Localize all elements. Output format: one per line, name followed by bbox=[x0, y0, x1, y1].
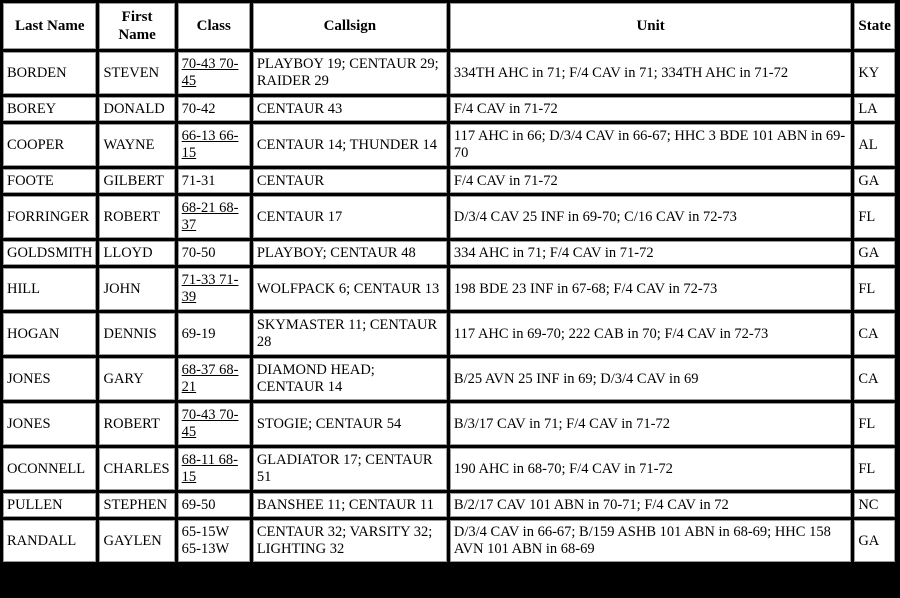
class-cell bbox=[178, 124, 250, 166]
last-name-cell: FORRINGER bbox=[3, 196, 96, 238]
class-cell bbox=[178, 358, 250, 400]
last-name-cell: BORDEN bbox=[3, 52, 96, 94]
class-cell: 70-50 bbox=[178, 241, 250, 265]
state-cell: FL bbox=[854, 448, 895, 490]
unit-cell: B/2/17 CAV 101 ABN in 70-71; F/4 CAV in 72 bbox=[450, 493, 851, 517]
last-name-cell: HILL bbox=[3, 268, 96, 310]
callsign-cell: PLAYBOY 19; CENTAUR 29; RAIDER 29 bbox=[253, 52, 447, 94]
header-row bbox=[3, 3, 895, 49]
class-link[interactable]: 68-21 68-37 bbox=[181, 200, 239, 233]
class-link[interactable]: 68-37 68-21 bbox=[181, 362, 239, 395]
callsign-cell: CENTAUR 17 bbox=[253, 196, 447, 238]
state-cell: LA bbox=[854, 97, 895, 121]
unit-cell: B/3/17 CAV in 71; F/4 CAV in 71-72 bbox=[450, 403, 851, 445]
unit-cell: D/3/4 CAV 25 INF in 69-70; C/16 CAV in 72-73 bbox=[450, 196, 851, 238]
unit-cell: 334TH AHC in 71; F/4 CAV in 71; 334TH AHC in 71-72 bbox=[450, 52, 851, 94]
first-name-cell: ROBERT bbox=[99, 403, 174, 445]
table-row bbox=[3, 124, 895, 166]
last-name-cell: BOREY bbox=[3, 97, 96, 121]
last-name-cell: FOOTE bbox=[3, 169, 96, 193]
table-row bbox=[3, 448, 895, 490]
unit-cell: 334 AHC in 71; F/4 CAV in 71-72 bbox=[450, 241, 851, 265]
class-cell bbox=[178, 196, 250, 238]
state-cell: FL bbox=[854, 403, 895, 445]
class-cell: 69-19 bbox=[178, 313, 250, 355]
unit-cell: 117 AHC in 69-70; 222 CAB in 70; F/4 CAV in 72-73 bbox=[450, 313, 851, 355]
table-row bbox=[3, 403, 895, 445]
table-row bbox=[3, 97, 895, 121]
first-name-cell: LLOYD bbox=[99, 241, 174, 265]
first-name-cell: DENNIS bbox=[99, 313, 174, 355]
table-row bbox=[3, 196, 895, 238]
last-name-header: Last Name bbox=[3, 3, 96, 49]
callsign-cell: DIAMOND HEAD; CENTAUR 14 bbox=[253, 358, 447, 400]
callsign-cell: CENTAUR bbox=[253, 169, 447, 193]
class-cell: 70-42 bbox=[178, 97, 250, 121]
first-name-header: First Name bbox=[99, 3, 174, 49]
table-row bbox=[3, 358, 895, 400]
class-cell: 65-15W 65-13W bbox=[178, 520, 250, 562]
first-name-cell: GILBERT bbox=[99, 169, 174, 193]
state-cell: FL bbox=[854, 196, 895, 238]
callsign-cell: SKYMASTER 11; CENTAUR 28 bbox=[253, 313, 447, 355]
state-cell: CA bbox=[854, 313, 895, 355]
last-name-cell: GOLDSMITH bbox=[3, 241, 96, 265]
state-cell: GA bbox=[854, 520, 895, 562]
first-name-cell: WAYNE bbox=[99, 124, 174, 166]
unit-cell: 117 AHC in 66; D/3/4 CAV in 66-67; HHC 3 BDE 101 ABN in 69-70 bbox=[450, 124, 851, 166]
table-row bbox=[3, 241, 895, 265]
state-cell: GA bbox=[854, 241, 895, 265]
callsign-cell: WOLFPACK 6; CENTAUR 13 bbox=[253, 268, 447, 310]
first-name-cell: ROBERT bbox=[99, 196, 174, 238]
class-cell: 71-31 bbox=[178, 169, 250, 193]
last-name-cell: PULLEN bbox=[3, 493, 96, 517]
table-row bbox=[3, 313, 895, 355]
unit-cell: 198 BDE 23 INF in 67-68; F/4 CAV in 72-73 bbox=[450, 268, 851, 310]
unit-cell: F/4 CAV in 71-72 bbox=[450, 169, 851, 193]
class-link[interactable]: 68-11 68-15 bbox=[181, 452, 238, 485]
table-row bbox=[3, 493, 895, 517]
callsign-cell: BANSHEE 11; CENTAUR 11 bbox=[253, 493, 447, 517]
class-cell bbox=[178, 448, 250, 490]
class-link[interactable]: 70-43 70-45 bbox=[181, 56, 239, 89]
class-cell: 69-50 bbox=[178, 493, 250, 517]
roster-body bbox=[3, 52, 895, 562]
class-link[interactable]: 70-43 70-45 bbox=[181, 407, 239, 440]
state-cell: FL bbox=[854, 268, 895, 310]
callsign-cell: CENTAUR 43 bbox=[253, 97, 447, 121]
state-cell: AL bbox=[854, 124, 895, 166]
last-name-cell: OCONNELL bbox=[3, 448, 96, 490]
unit-cell: 190 AHC in 68-70; F/4 CAV in 71-72 bbox=[450, 448, 851, 490]
first-name-cell: GARY bbox=[99, 358, 174, 400]
state-cell: CA bbox=[854, 358, 895, 400]
callsign-cell: GLADIATOR 17; CENTAUR 51 bbox=[253, 448, 447, 490]
callsign-cell: STOGIE; CENTAUR 54 bbox=[253, 403, 447, 445]
last-name-cell: HOGAN bbox=[3, 313, 96, 355]
last-name-cell: JONES bbox=[3, 403, 96, 445]
table-row bbox=[3, 52, 895, 94]
first-name-cell: CHARLES bbox=[99, 448, 174, 490]
first-name-cell: STEPHEN bbox=[99, 493, 174, 517]
state-header: State bbox=[854, 3, 895, 49]
table-row bbox=[3, 169, 895, 193]
callsign-cell: CENTAUR 32; VARSITY 32; LIGHTING 32 bbox=[253, 520, 447, 562]
class-link[interactable]: 71-33 71-39 bbox=[181, 272, 239, 305]
unit-cell: D/3/4 CAV in 66-67; B/159 ASHB 101 ABN in 68-69; HHC 158 AVN 101 ABN in 68-69 bbox=[450, 520, 851, 562]
state-cell: GA bbox=[854, 169, 895, 193]
state-cell: KY bbox=[854, 52, 895, 94]
class-cell bbox=[178, 268, 250, 310]
table-row bbox=[3, 268, 895, 310]
callsign-header: Callsign bbox=[253, 3, 447, 49]
class-cell bbox=[178, 403, 250, 445]
first-name-cell: GAYLEN bbox=[99, 520, 174, 562]
unit-cell: F/4 CAV in 71-72 bbox=[450, 97, 851, 121]
unit-header: Unit bbox=[450, 3, 851, 49]
first-name-cell: JOHN bbox=[99, 268, 174, 310]
class-cell bbox=[178, 52, 250, 94]
state-cell: NC bbox=[854, 493, 895, 517]
first-name-cell: DONALD bbox=[99, 97, 174, 121]
last-name-cell: RANDALL bbox=[3, 520, 96, 562]
class-link[interactable]: 66-13 66-15 bbox=[181, 128, 239, 161]
callsign-cell: CENTAUR 14; THUNDER 14 bbox=[253, 124, 447, 166]
table-row bbox=[3, 520, 895, 562]
class-header: Class bbox=[178, 3, 250, 49]
unit-cell: B/25 AVN 25 INF in 69; D/3/4 CAV in 69 bbox=[450, 358, 851, 400]
last-name-cell: COOPER bbox=[3, 124, 96, 166]
last-name-cell: JONES bbox=[3, 358, 96, 400]
first-name-cell: STEVEN bbox=[99, 52, 174, 94]
callsign-cell: PLAYBOY; CENTAUR 48 bbox=[253, 241, 447, 265]
